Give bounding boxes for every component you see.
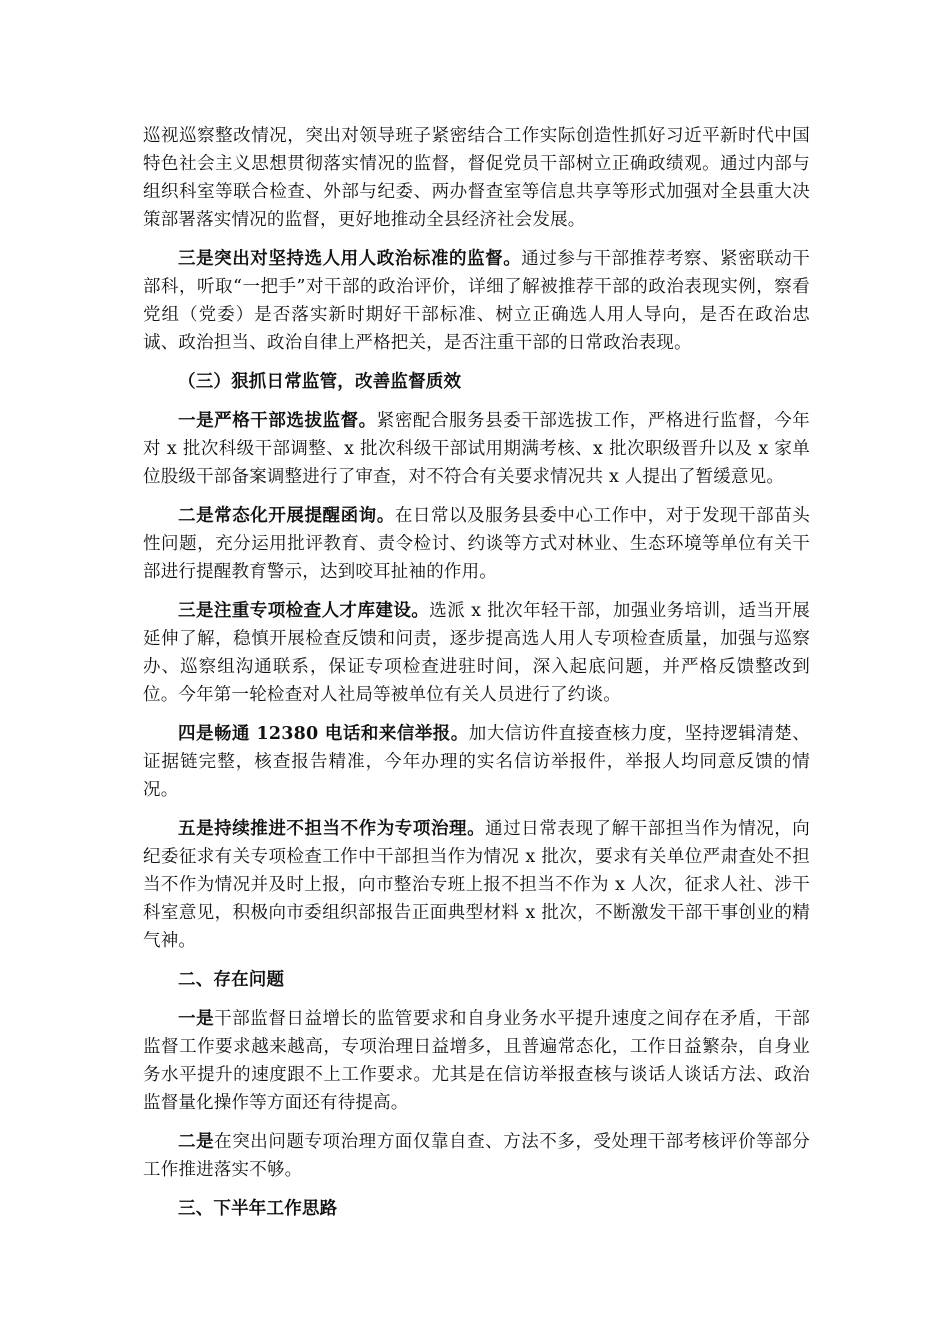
paragraph-text: 在日常以及服务县委中心工作中，对于发现干部苗头性问题，充分运用批评教育、责令检讨、约谈等方式对林业、生态环境等单位有关干部进行提醒教育警示，达到咬耳扯袖的作用。 <box>143 506 810 582</box>
paragraph-reminder-inquiry <box>143 502 810 586</box>
paragraph-text: 干部监督日益增长的监管要求和自身业务水平提升速度之间存在矛盾，干部监督工作要求越来越高，专项治理日益增多，且普遍常态化，工作日益繁杂，自身业务水平提升的速度跟不上工作要求。尤其是在信访举报查核与谈话人谈话方法、政治监督量化操作等方面还有待提高。 <box>143 1009 810 1113</box>
section-heading-problems: 二、存在问题 <box>178 970 285 990</box>
paragraph-text: 巡视巡察整改情况，突出对领导班子紧密结合工作实际创造性抓好习近平新时代中国特色社会主义思想贯彻落实情况的监督，督促党员干部树立正确政绩观。通过内部与组织科室等联合检查、外部与纪委、两办督查室等信息共享等形式加强对全县重大决策部署落实情况的监督，更好地推动全县经济社会发展。 <box>143 126 810 230</box>
paragraph-text: 加大信访件直接查核力度，坚持逻辑清楚、证据链完整，核查报告精准，今年办理的实名信访举报件，举报人均同意反馈的情况。 <box>143 724 810 800</box>
paragraph-inspection-rectification <box>143 122 810 234</box>
section-heading-next-half-plan: 三、下半年工作思路 <box>178 1199 338 1219</box>
paragraph-talent-pool <box>143 597 810 709</box>
paragraph-lead: 一是 <box>178 1009 215 1029</box>
paragraph-political-standard <box>143 245 810 357</box>
paragraph-lead: 四是畅通 12380 电话和来信举报。 <box>178 724 469 744</box>
paragraph-lead: 二是常态化开展提醒函询。 <box>178 506 395 526</box>
paragraph-lead: 五是持续推进不担当不作为专项治理。 <box>178 819 486 839</box>
paragraph-text: 紧密配合服务县委干部选拔工作，严格进行监督，今年对 x 批次科级干部调整、x 批次科级干部试用期满考核、x 批次职级晋升以及 x 家单位股级干部备案调整进行了审查，对不符合有关要求情况共 x 人提出了暂缓意见。 <box>143 411 810 487</box>
paragraph-lead: 三是突出对坚持选人用人政治标准的监督。 <box>178 249 522 269</box>
section-heading-daily-supervision: （三）狠抓日常监管，改善监督质效 <box>178 372 462 392</box>
paragraph-selection-supervision <box>143 407 810 491</box>
paragraph-problem-two <box>143 1128 810 1184</box>
paragraph-special-governance <box>143 815 810 955</box>
paragraph-text: 通过参与干部推荐考察、紧密联动干部科，听取“一把手”对干部的政治评价，详细了解被推荐干部的政治表现实例，察看党组（党委）是否落实新时期好干部标准、树立正确选人用人导向，是否在政治忠诚、政治担当、政治自律上严格把关，是否注重干部的日常政治表现。 <box>143 249 810 353</box>
paragraph-text: 在突出问题专项治理方面仅靠自查、方法不多，受处理干部考核评价等部分工作推进落实不够。 <box>143 1132 810 1180</box>
paragraph-text: 选派 x 批次年轻干部，加强业务培训，适当开展延伸了解，稳慎开展检查反馈和问责，逐步提高选人用人专项检查质量，加强与巡察办、巡察组沟通联系，保证专项检查进驻时间，深入起底问题，并严格反馈整改到位。今年第一轮检查对人社局等被单位有关人员进行了约谈。 <box>143 601 810 705</box>
paragraph-problem-one <box>143 1005 810 1117</box>
paragraph-text: 通过日常表现了解干部担当作为情况，向纪委征求有关专项检查工作中干部担当作为情况 x 批次，要求有关单位严肃查处不担当不作为情况并及时上报，向市整治专班上报不担当不作为 x 人次，征求人社、涉干科室意见，积极向市委组织部报告正面典型材料 x 批次，不断激发干部干事创业的精气神。 <box>143 819 810 951</box>
paragraph-lead: 一是严格干部选拔监督。 <box>178 411 377 431</box>
paragraph-lead: 二是 <box>178 1132 215 1152</box>
paragraph-lead: 三是注重专项检查人才库建设。 <box>178 601 430 621</box>
paragraph-hotline-reports <box>143 720 810 804</box>
